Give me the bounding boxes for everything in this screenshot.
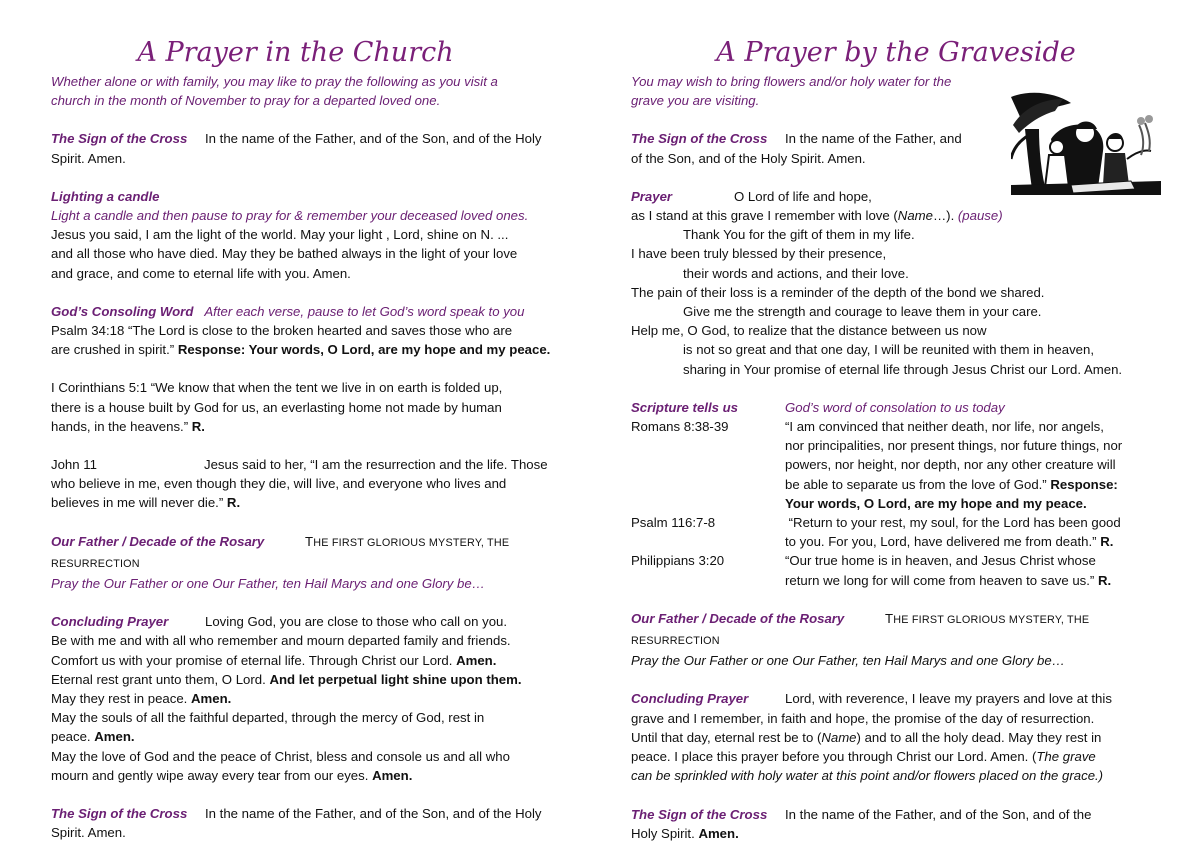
rest-in-peace-text: May they rest in peace. [51,691,188,707]
church-rosary-line [51,532,591,574]
prayer-heading: Prayer [631,188,673,204]
consoling-heading-line [51,302,591,321]
graveside-family-illustration [1011,89,1161,195]
prayer-text-2a: as I stand at this grave I remember with love ( [631,208,898,224]
psalm-34-text: are crushed in spirit.” [51,342,175,358]
psalm-34-line-2 [51,340,591,359]
john-line-2: who believe in me, even though they die, will live, and everyone who lives and [51,476,507,492]
church-closing-sign-heading: The Sign of the Cross [51,806,188,822]
psalm-116-row [631,513,1171,551]
peace-text: peace. [51,729,91,745]
psalm-116-line-2 [785,532,1171,551]
corinthians-line-1: I Corinthians 5:1 “We know that when the tent we live in on earth is folded up, [51,380,503,396]
graveside-intro-line-1: You may wish to bring flowers and/or holy water for the [631,74,952,89]
prayer-line-9: is not so great and that one day, I will be reunited with them in heaven, [683,342,1095,358]
graveside-sign-text-1: In the name of the Father, and [785,131,962,147]
john-line-1 [51,455,591,474]
church-prayer-column [51,36,591,843]
psalm-116-r: R. [1100,534,1114,550]
philippians-text-2: return we long for will come from heaven to save us.” [785,572,1095,588]
graveside-name-placeholder: Name [821,729,857,745]
consoling-heading: God’s Consoling Word [51,303,194,319]
philippians-ref: Philippians 3:20 [631,553,725,569]
graveside-mystery-rest: HE FIRST GLORIOUS MYSTERY, THE RESURRECTION [631,613,1090,648]
prayer-line-2 [631,206,1171,225]
graveside-closing-sign-text-2: Holy Spirit. [631,825,695,841]
church-concluding-heading: Concluding Prayer [51,614,169,630]
church-concluding-text-1: Loving God, you are close to those who call on you. [205,614,508,630]
graveside-closing-sign-text-1: In the name of the Father, and of the Son, and of the [785,806,1092,822]
consoling-instruction: After each verse, pause to let God’s word speak to you [204,303,525,319]
church-intro-line-1: Whether alone or with family, you may like to pray the following as you visit a [51,74,498,89]
philippians-line-2 [785,571,1171,590]
graveside-concluding-line-4 [631,747,1171,766]
john-text-1: Jesus said to her, “I am the resurrection and the life. Those [204,457,548,473]
response-text: Your words, O Lord, are my hope and my peace. [785,495,1087,511]
corinthians-line-2: there is a house built by God for us, an everlasting home not made by human [51,399,502,415]
candle-line-3: and grace, and come to eternal life with you. Amen. [51,265,351,281]
scripture-heading: Scripture tells us [631,399,739,415]
amen-3: Amen. [94,729,135,745]
romans-line-3: powers, nor height, nor depth, nor any other creature will [785,457,1116,473]
graveside-closing-amen: Amen. [698,825,739,841]
graveside-closing-sign [631,805,1171,824]
john-ref: John 11 [51,457,97,473]
graveside-intro-line-2: grave you are visiting. [631,93,760,109]
church-concluding-line-4 [51,670,591,689]
graveside-concluding-heading: Concluding Prayer [631,691,749,707]
prayer-text-2b: …). [932,208,958,224]
candle-heading: Lighting a candle [51,188,160,204]
graveside-concluding-line-3 [631,728,1171,747]
church-closing-sign-text-1: In the name of the Father, and of the Son, and of the Holy [205,806,542,822]
graveside-concluding-text-3b: ) and to all the holy dead. May they rest in [856,729,1102,745]
graveside-sign-text-2: of the Son, and of the Holy Spirit. Amen. [631,150,866,166]
amen-4: Amen. [372,767,413,783]
church-concluding-line-3 [51,651,591,670]
graveside-sign-heading: The Sign of the Cross [631,131,768,147]
church-rosary-instruction: Pray the Our Father or one Our Father, ten Hail Marys and one Glory be… [51,576,485,592]
prayer-line-7: Give me the strength and courage to leave them in your care. [683,304,1042,320]
philippians-row [631,551,1171,589]
john-line-3 [51,493,591,512]
psalm-116-ref: Psalm 116:7-8 [631,515,716,531]
church-concluding-line-2: Be with me and with all who remember and mourn departed family and friends. [51,633,511,649]
graveside-concluding-line-1 [631,689,1171,708]
church-concluding-line-5 [51,689,591,708]
corinthians-text-3: hands, in the heavens.” [51,418,189,434]
prayer-line-6: The pain of their loss is a reminder of the depth of the bond we shared. [631,284,1045,300]
graveside-concluding-line-2: grave and I remember, in faith and hope, the promise of the day of resurrection. [631,710,1095,726]
church-concluding-line-6: May the souls of all the faithful departed, through the mercy of God, rest in [51,710,485,726]
church-closing-sign [51,804,591,823]
romans-response [785,494,1171,513]
graveside-concluding-text-3a: Until that day, eternal rest be to ( [631,729,822,745]
church-prayer-title: A Prayer in the Church [137,37,454,68]
church-sign-text-2: Spirit. Amen. [51,150,126,166]
candle-line-1: Jesus you said, I am the light of the world. May your light , Lord, shine on N. ... [51,227,509,243]
john-r: R. [226,495,241,511]
graveside-concluding-text-1: Lord, with reverence, I leave my prayers and love at this [785,691,1112,707]
romans-text [785,417,1171,513]
graveside-concluding-text-4b: The grave [1036,749,1096,765]
perpetual-light-text: And let perpetual light shine upon them. [269,671,522,687]
graveside-prayer-title: A Prayer by the Graveside [716,37,1076,68]
psalm-116-text [785,513,1171,551]
philippians-line-1: “Our true home is in heaven, and Jesus Christ whose [785,553,1096,569]
eternal-rest-text: Eternal rest grant unto them, O Lord. [51,671,266,687]
church-concluding-text-3: Comfort us with your promise of eternal life. Through Christ our Lord. [51,652,453,668]
church-concluding-line-7 [51,727,591,746]
scripture-subheading: God’s word of consolation to us today [785,399,1005,415]
candle-instruction: Light a candle and then pause to pray for & remember your deceased loved ones. [51,208,529,224]
graveside-prayer-column [631,36,1171,843]
tear-text: mourn and gently wipe away every tear from our eyes. [51,767,369,783]
prayer-line-5: their words and actions, and their love. [683,265,909,281]
church-sign-text-1: In the name of the Father, and of the Son, and of the Holy [205,131,542,147]
psalm-34-response: Response: Your words, O Lord, are my hope and my peace. [177,342,551,358]
psalm-34-line-1: Psalm 34:18 “The Lord is close to the broken hearted and saves those who are [51,323,513,339]
prayer-line-4: I have been truly blessed by their presence, [631,246,887,262]
romans-row [631,417,1171,513]
john-text-3: believes in me will never die.” [51,495,224,511]
romans-line-4 [785,475,1171,494]
pause-note: (pause) [957,208,1003,224]
church-rosary-heading: Our Father / Decade of the Rosary [51,533,265,549]
prayer-line-3: Thank You for the gift of them in my life. [683,227,915,243]
church-mystery-cap: T [305,533,314,549]
graveside-concluding-line-5 [631,766,1171,785]
psalm-116-text-2: to you. For you, Lord, have delivered me from death.” [785,534,1097,550]
prayer-line-8: Help me, O God, to realize that the distance between us now [631,323,987,339]
church-closing-sign-text-2: Spirit. Amen. [51,825,126,841]
church-sign-of-cross [51,129,591,148]
graveside-concluding-text-5: can be sprinkled with holy water at this point and/or flowers placed on the grace.) [631,768,1104,784]
response-label: Response: [1050,476,1118,492]
name-placeholder: Name [897,208,933,224]
church-concluding-line-1 [51,612,591,631]
graveside-closing-sign-line-2 [631,824,1171,843]
philippians-text [785,551,1171,589]
graveside-mystery-cap: T [885,610,894,626]
church-concluding-line-8: May the love of God and the peace of Christ, bless and console us and all who [51,748,510,764]
church-intro-line-2: church in the month of November to pray for a departed loved one. [51,93,441,109]
romans-line-1: “I am convinced that neither death, nor life, nor angels, [785,419,1104,435]
graveside-closing-sign-heading: The Sign of the Cross [631,806,768,822]
romans-line-2: nor principalities, nor present things, nor future things, nor [785,438,1123,454]
scripture-heading-row [631,398,1171,417]
graveside-rosary-heading: Our Father / Decade of the Rosary [631,610,845,626]
prayer-text-1: O Lord of life and hope, [734,188,872,204]
corinthians-r: R. [191,418,205,434]
philippians-r: R. [1097,572,1112,588]
candle-line-2: and all those who have died. May they be bathed always in the light of your love [51,246,518,262]
romans-text-4: be able to separate us from the love of God.” [785,476,1047,492]
graveside-concluding-text-4a: peace. I place this prayer before you through Christ our Lord. Amen. ( [631,749,1037,765]
romans-ref: Romans 8:38-39 [631,419,729,435]
amen-2: Amen. [191,691,232,707]
prayer-line-10: sharing in Your promise of eternal life through Jesus Christ our Lord. Amen. [683,361,1123,377]
church-concluding-line-9 [51,766,591,785]
church-mystery-rest: HE FIRST GLORIOUS MYSTERY, THE RESURRECTION [51,536,510,570]
corinthians-line-3 [51,417,591,436]
amen-1: Amen. [456,652,497,668]
graveside-rosary-instruction: Pray the Our Father or one Our Father, ten Hail Marys and one Glory be… [631,653,1065,669]
church-sign-heading: The Sign of the Cross [51,131,188,147]
psalm-116-line-1: “Return to your rest, my soul, for the Lord has been good [785,515,1121,531]
graveside-rosary-line [631,609,1171,651]
